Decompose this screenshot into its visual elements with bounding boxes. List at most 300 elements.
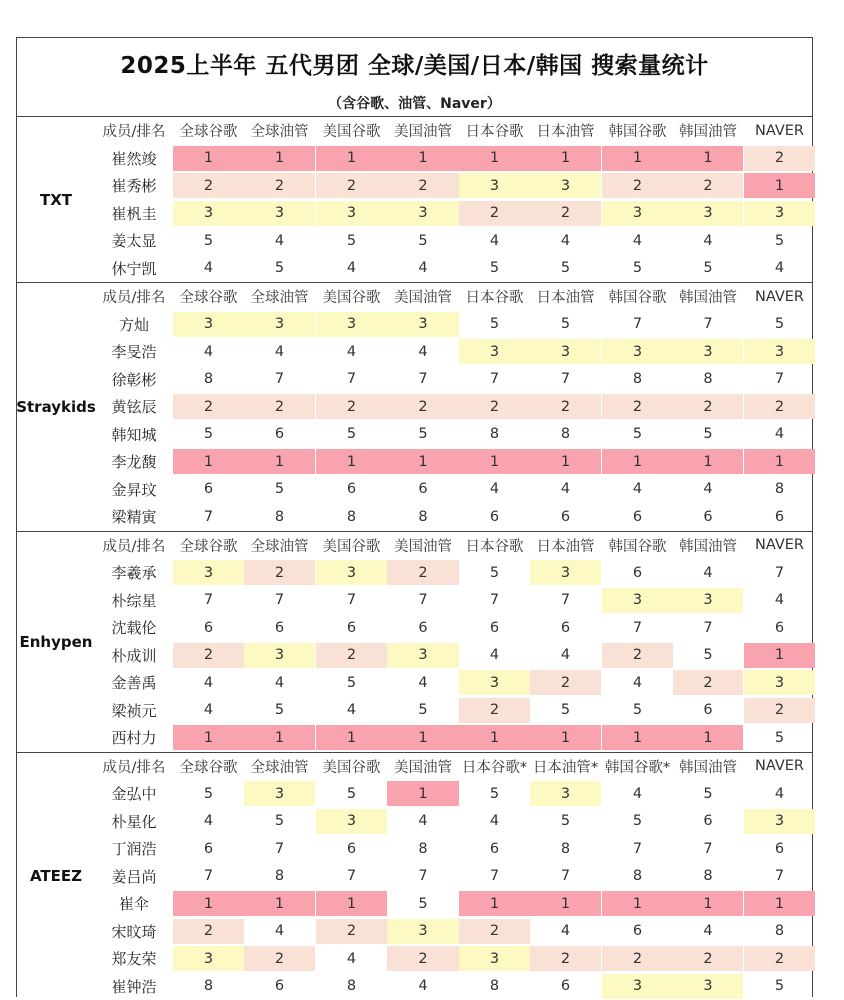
rank-cell: 1 [744,891,815,916]
rank-cell: 2 [244,394,315,419]
rank-cell: 7 [744,367,815,392]
rank-cell: 3 [602,339,673,364]
rank-cell: 3 [602,974,673,999]
member-name: 李羲承 [95,560,173,585]
rank-cell: 4 [530,477,601,502]
rank-cell: 6 [602,560,673,585]
member-name: 朴综星 [95,588,173,613]
member-name: 崔杋圭 [95,201,173,226]
column-header: 全球油管 [244,533,315,558]
rank-cell: 1 [244,146,315,171]
rank-cell: 1 [744,449,815,474]
rank-cell: 5 [602,809,673,834]
column-header: 日本谷歌 [459,284,530,309]
member-row [95,587,812,615]
rank-cell: 7 [459,367,530,392]
rank-cell: 3 [244,781,315,806]
rank-cell: 4 [530,643,601,668]
rank-cell: 7 [673,836,743,861]
member-rank-header: 成员/排名 [95,754,173,779]
group-name: Straykids [17,283,95,531]
rank-cell: 7 [387,864,459,889]
rank-cell: 6 [459,615,530,640]
rank-cell: 5 [316,670,387,695]
rank-cell: 2 [387,173,459,198]
rank-cell: 4 [244,670,315,695]
member-row [95,642,812,670]
member-name: 徐彰彬 [95,367,173,392]
rank-cell: 5 [459,560,530,585]
rank-cell: 8 [173,367,244,392]
rank-cell: 6 [744,836,815,861]
member-name: 金弘中 [95,781,173,806]
column-header: 日本油管* [530,754,601,779]
column-header: 日本油管 [530,533,601,558]
rank-cell: 7 [459,588,530,613]
member-rank-header: 成员/排名 [95,284,173,309]
member-row [95,724,812,752]
rank-cell: 2 [387,560,459,585]
rank-cell: 8 [744,477,815,502]
rank-cell: 7 [530,864,601,889]
column-header: 韩国油管 [673,533,743,558]
column-header: 全球谷歌 [173,754,244,779]
rank-cell: 6 [387,615,459,640]
rank-cell: 1 [173,725,244,750]
rank-cell: 4 [602,477,673,502]
rank-cell: 8 [244,504,315,529]
rank-cell: 5 [602,698,673,723]
rank-cell: 5 [744,974,815,999]
rank-cell: 4 [244,919,315,944]
rank-cell: 7 [244,367,315,392]
rank-cell: 2 [316,643,387,668]
member-name: 崔钟浩 [95,974,173,999]
member-name: 李龙馥 [95,449,173,474]
rank-cell: 8 [530,422,601,447]
rank-cell: 4 [387,256,459,281]
member-row [95,559,812,587]
member-name: 姜太显 [95,228,173,253]
rank-cell: 1 [602,725,673,750]
rank-cell: 6 [244,615,315,640]
rank-cell: 3 [173,201,244,226]
rank-cell: 1 [244,725,315,750]
rank-cell: 6 [673,809,743,834]
column-header: 韩国谷歌* [602,754,673,779]
rank-cell: 6 [602,504,673,529]
rank-cell: 5 [387,698,459,723]
rank-cell: 7 [244,588,315,613]
rank-cell: 2 [173,643,244,668]
column-header: 美国油管 [387,118,459,143]
rank-cell: 4 [316,946,387,971]
rank-cell: 4 [673,477,743,502]
rank-cell: 1 [316,449,387,474]
rank-cell: 5 [387,891,459,916]
rank-cell: 7 [602,836,673,861]
rank-cell: 5 [673,643,743,668]
rank-cell: 4 [173,698,244,723]
member-row [95,421,812,449]
rank-cell: 2 [173,919,244,944]
rank-cell: 5 [316,422,387,447]
rank-cell: 1 [316,891,387,916]
member-row [95,393,812,421]
rank-cell: 6 [244,974,315,999]
column-header: 全球谷歌 [173,533,244,558]
rank-cell: 8 [244,864,315,889]
rank-cell: 4 [602,781,673,806]
rank-cell: 5 [173,228,244,253]
rank-cell: 6 [173,836,244,861]
rank-cell: 2 [744,394,815,419]
member-row [95,808,812,836]
rank-cell: 1 [387,449,459,474]
rank-cell: 1 [530,146,601,171]
rank-cell: 3 [173,560,244,585]
rank-cell: 4 [316,339,387,364]
rank-cell: 2 [602,946,673,971]
rank-cell: 3 [173,312,244,337]
member-row [95,669,812,697]
rank-cell: 3 [316,201,387,226]
rank-cell: 2 [459,201,530,226]
rank-cell: 4 [387,809,459,834]
rank-cell: 2 [602,394,673,419]
member-name: 朴成训 [95,643,173,668]
rank-cell: 6 [602,919,673,944]
rank-cell: 3 [316,809,387,834]
rank-cell: 5 [244,809,315,834]
rank-cell: 7 [173,504,244,529]
rank-cell: 6 [316,615,387,640]
rank-cell: 5 [530,312,601,337]
rank-cell: 2 [316,394,387,419]
column-header: NAVER [744,118,815,143]
rank-cell: 7 [673,615,743,640]
rank-cell: 1 [244,891,315,916]
rank-cell: 5 [173,781,244,806]
rank-cell: 8 [316,974,387,999]
rank-cell: 7 [673,312,743,337]
rank-cell: 3 [673,588,743,613]
rank-cell: 6 [744,615,815,640]
rank-cell: 5 [459,781,530,806]
ranking-sheet [16,37,813,997]
rank-cell: 2 [316,173,387,198]
rank-cell: 4 [459,477,530,502]
member-row [95,338,812,366]
rank-cell: 4 [387,974,459,999]
column-header: 美国谷歌 [316,754,387,779]
rank-cell: 5 [673,781,743,806]
rank-cell: 5 [316,781,387,806]
member-name: 方灿 [95,312,173,337]
member-row [95,476,812,504]
rank-cell: 8 [387,836,459,861]
rank-cell: 5 [244,477,315,502]
rank-cell: 3 [387,919,459,944]
column-header: 全球油管 [244,118,315,143]
rank-cell: 6 [316,836,387,861]
rank-cell: 2 [530,670,601,695]
rank-cell: 5 [673,422,743,447]
rank-cell: 1 [602,891,673,916]
rank-cell: 3 [673,974,743,999]
rank-cell: 7 [387,367,459,392]
rank-cell: 3 [530,173,601,198]
rank-cell: 4 [530,228,601,253]
rank-cell: 3 [530,560,601,585]
rank-cell: 2 [459,698,530,723]
rank-cell: 8 [744,919,815,944]
rank-cell: 2 [673,394,743,419]
rank-cell: 1 [602,449,673,474]
rank-cell: 5 [316,228,387,253]
column-header: 美国油管 [387,284,459,309]
member-name: 西村力 [95,725,173,750]
rank-cell: 4 [673,919,743,944]
rank-cell: 6 [744,504,815,529]
rank-cell: 3 [744,201,815,226]
rank-cell: 1 [173,146,244,171]
rank-cell: 3 [244,312,315,337]
rank-cell: 6 [673,698,743,723]
group-section [17,282,812,531]
member-row [95,614,812,642]
rank-cell: 4 [173,339,244,364]
column-header: 全球谷歌 [173,118,244,143]
rank-cell: 4 [173,256,244,281]
rank-cell: 2 [530,394,601,419]
column-header: 韩国油管 [673,754,743,779]
ranking-table [17,116,812,1000]
rank-cell: 7 [316,588,387,613]
rank-cell: 1 [673,725,743,750]
rank-cell: 7 [744,864,815,889]
rank-cell: 8 [173,974,244,999]
member-name: 金昇玟 [95,477,173,502]
rank-cell: 5 [244,698,315,723]
page-title: 2025上半年 五代男团 全球/美国/日本/韩国 搜索量统计 [17,38,812,89]
rank-cell: 2 [673,946,743,971]
column-header: 美国油管 [387,533,459,558]
rank-cell: 1 [530,725,601,750]
rank-cell: 1 [316,146,387,171]
column-header: 全球油管 [244,284,315,309]
rank-cell: 2 [673,670,743,695]
rank-cell: 6 [173,477,244,502]
rank-cell: 2 [744,946,815,971]
rank-cell: 3 [530,781,601,806]
member-name: 姜吕尚 [95,864,173,889]
rank-cell: 8 [673,864,743,889]
rank-cell: 1 [244,449,315,474]
rank-cell: 1 [316,725,387,750]
rank-cell: 4 [459,228,530,253]
rank-cell: 3 [602,201,673,226]
rank-cell: 3 [244,643,315,668]
rank-cell: 4 [744,256,815,281]
rank-cell: 6 [530,615,601,640]
rank-cell: 5 [744,228,815,253]
rank-cell: 1 [387,781,459,806]
rank-cell: 2 [244,173,315,198]
member-row [95,366,812,394]
rank-cell: 3 [387,312,459,337]
rank-cell: 3 [602,588,673,613]
member-row [95,255,812,283]
rank-cell: 4 [459,809,530,834]
rank-cell: 6 [244,422,315,447]
rank-cell: 2 [173,173,244,198]
rank-cell: 4 [316,256,387,281]
rank-cell: 4 [387,339,459,364]
rank-cell: 6 [316,477,387,502]
rank-cell: 4 [316,698,387,723]
rank-cell: 2 [602,173,673,198]
rank-cell: 2 [459,394,530,419]
rank-cell: 3 [459,173,530,198]
rank-cell: 8 [459,974,530,999]
rank-cell: 1 [602,146,673,171]
rank-cell: 6 [530,974,601,999]
member-row [95,945,812,973]
column-header: NAVER [744,754,815,779]
rank-cell: 1 [173,891,244,916]
rank-cell: 5 [387,422,459,447]
rank-cell: 3 [744,809,815,834]
member-rank-header: 成员/排名 [95,118,173,143]
member-name: 丁润浩 [95,836,173,861]
rank-cell: 7 [744,560,815,585]
rank-cell: 6 [530,504,601,529]
rank-cell: 7 [316,367,387,392]
page-subtitle: （含谷歌、油管、Naver） [17,89,812,116]
rank-cell: 5 [173,422,244,447]
rank-cell: 3 [316,312,387,337]
rank-cell: 6 [459,836,530,861]
member-row [95,227,812,255]
rank-cell: 1 [173,449,244,474]
rank-cell: 2 [530,201,601,226]
group-rows [95,753,812,1000]
rank-cell: 7 [244,836,315,861]
rank-cell: 2 [673,173,743,198]
rank-cell: 2 [744,698,815,723]
rank-cell: 7 [602,615,673,640]
rank-cell: 8 [459,422,530,447]
member-name: 休宁凯 [95,256,173,281]
rank-cell: 4 [744,422,815,447]
member-row [95,780,812,808]
rank-cell: 5 [530,256,601,281]
rank-cell: 7 [387,588,459,613]
rank-cell: 4 [459,643,530,668]
rank-cell: 3 [459,670,530,695]
rank-cell: 2 [244,946,315,971]
rank-cell: 1 [387,146,459,171]
member-row [95,172,812,200]
rank-cell: 6 [387,477,459,502]
rank-cell: 6 [459,504,530,529]
header-row [95,283,812,311]
rank-cell: 2 [530,946,601,971]
rank-cell: 4 [387,670,459,695]
rank-cell: 3 [459,339,530,364]
rank-cell: 2 [173,394,244,419]
rank-cell: 3 [673,339,743,364]
rank-cell: 8 [602,864,673,889]
rank-cell: 2 [387,394,459,419]
rank-cell: 2 [459,919,530,944]
rank-cell: 8 [602,367,673,392]
member-row [95,200,812,228]
rank-cell: 7 [459,864,530,889]
rank-cell: 1 [459,146,530,171]
rank-cell: 2 [316,919,387,944]
header-row [95,753,812,781]
rank-cell: 5 [244,256,315,281]
rank-cell: 5 [387,228,459,253]
rank-cell: 4 [244,228,315,253]
rank-cell: 1 [459,449,530,474]
member-name: 朴星化 [95,809,173,834]
rank-cell: 2 [744,146,815,171]
rank-cell: 1 [459,725,530,750]
rank-cell: 8 [387,504,459,529]
member-name: 宋旼琦 [95,919,173,944]
member-row [95,890,812,918]
rank-cell: 3 [673,201,743,226]
column-header: NAVER [744,284,815,309]
column-header: 韩国油管 [673,284,743,309]
rank-cell: 3 [316,560,387,585]
member-name: 崔伞 [95,891,173,916]
column-header: 日本谷歌* [459,754,530,779]
rank-cell: 3 [387,201,459,226]
rank-cell: 7 [530,588,601,613]
rank-cell: 5 [530,698,601,723]
member-row [95,835,812,863]
rank-cell: 2 [244,560,315,585]
rank-cell: 5 [744,725,815,750]
column-header: 韩国油管 [673,118,743,143]
column-header: 韩国谷歌 [602,284,673,309]
rank-cell: 6 [673,504,743,529]
member-name: 梁祯元 [95,698,173,723]
rank-cell: 4 [602,670,673,695]
group-rows [95,283,812,531]
column-header: 美国油管 [387,754,459,779]
member-row [95,918,812,946]
rank-cell: 1 [673,449,743,474]
member-name: 李旻浩 [95,339,173,364]
column-header: 美国谷歌 [316,284,387,309]
rank-cell: 5 [602,422,673,447]
group-section [17,752,812,1000]
rank-cell: 4 [744,781,815,806]
rank-cell: 3 [744,670,815,695]
column-header: 日本谷歌 [459,533,530,558]
rank-cell: 2 [387,946,459,971]
group-name: Enhypen [17,532,95,752]
rank-cell: 1 [530,449,601,474]
rank-cell: 5 [744,312,815,337]
rank-cell: 6 [173,615,244,640]
group-section [17,116,812,282]
